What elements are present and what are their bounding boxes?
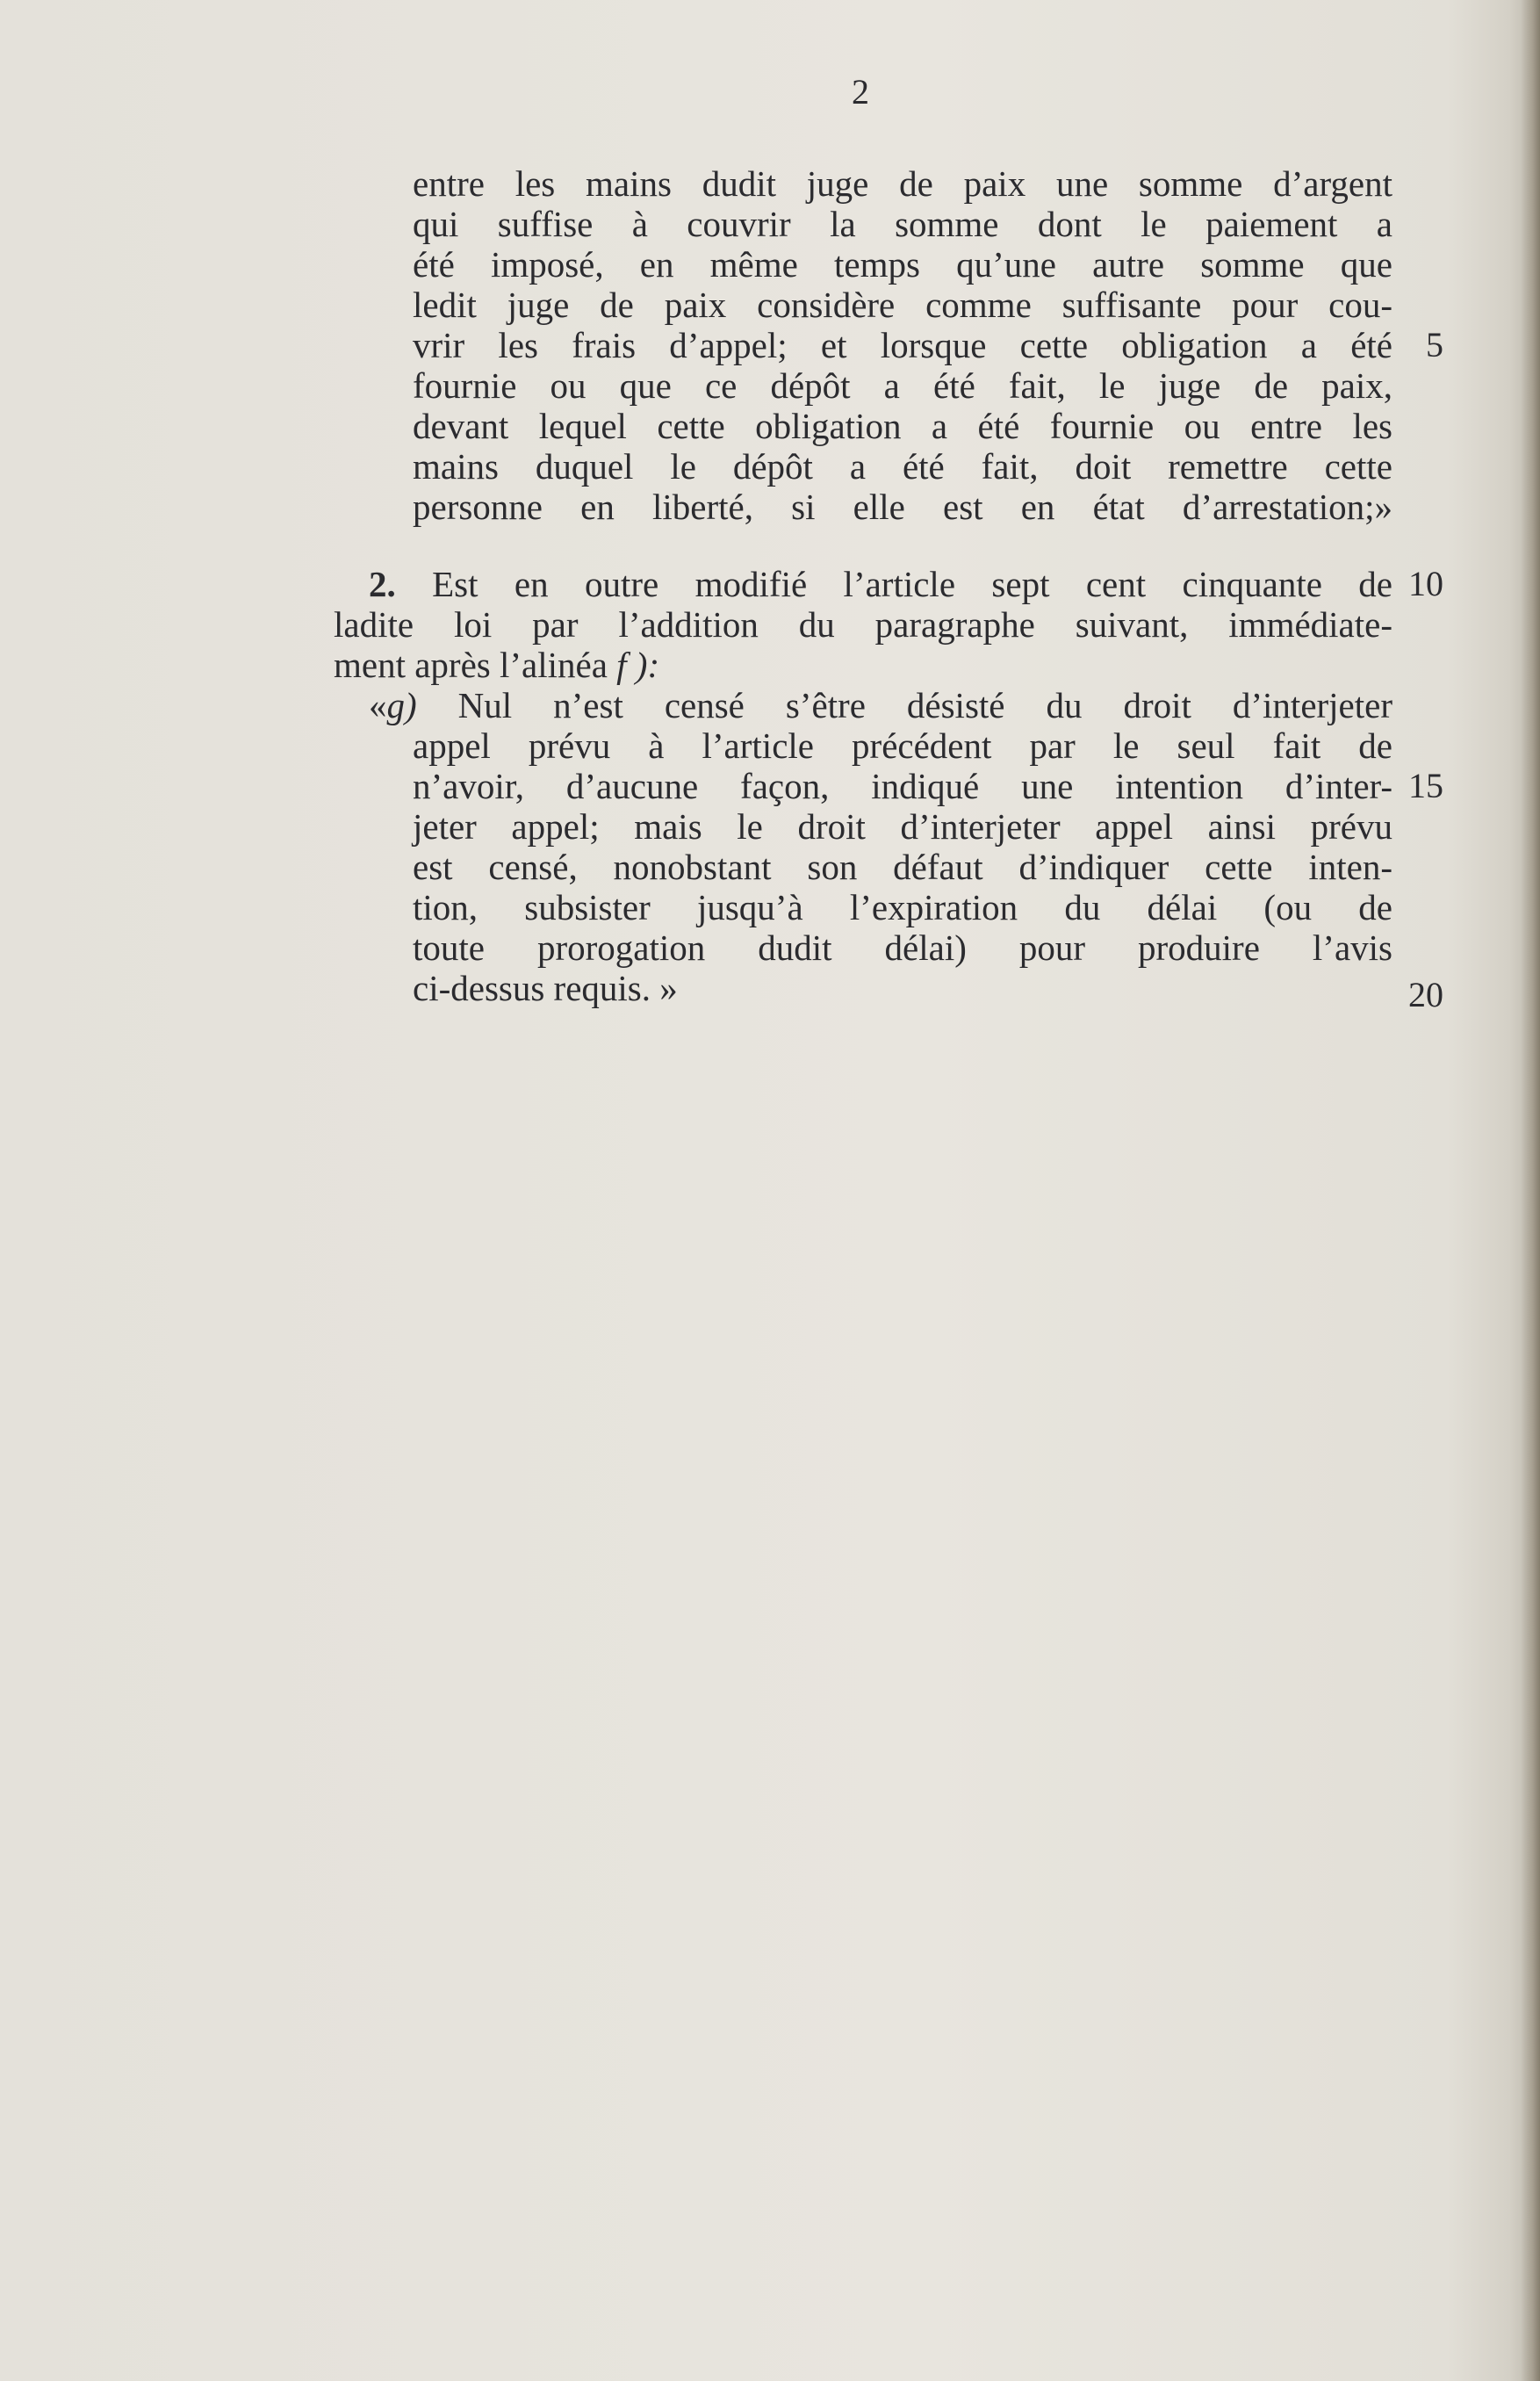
text-span: Est en outre modifié l’article sept cent cinquante de — [395, 564, 1392, 604]
text-line: ledit juge de paix considère comme suffisante pour cou- — [413, 285, 1392, 325]
text-line: ladite loi par l’addition du paragraphe suivant, immédiate- — [334, 604, 1392, 645]
text-line: jeter appel; mais le droit d’interjeter appel ainsi prévu — [413, 806, 1392, 847]
margin-line-number: 20 — [1408, 975, 1443, 1014]
text-line-with-italic — [334, 645, 1392, 685]
text-line: toute prorogation dudit délai) pour produire l’avis — [413, 927, 1392, 968]
text-line: qui suffise à couvrir la somme dont le paiement a — [413, 204, 1392, 244]
text-line: été imposé, en même temps qu’une autre somme que — [413, 244, 1392, 285]
text-line: est censé, nonobstant son défaut d’indiquer cette inten- — [413, 847, 1392, 887]
margin-line-number: 5 — [1426, 325, 1443, 364]
section-number: 2. — [369, 564, 396, 604]
text-line: vrir les frais d’appel; et lorsque cette obligation a été — [413, 325, 1392, 365]
margin-line-number: 10 — [1408, 564, 1443, 603]
text-line: fournie ou que ce dépôt a été fait, le juge de paix, — [413, 365, 1392, 406]
text-span: Nul n’est censé s’être désisté du droit d’interjeter — [416, 685, 1392, 725]
margin-line-number: 15 — [1408, 766, 1443, 805]
section-2-first-line — [369, 564, 1392, 604]
open-quote: « — [369, 685, 387, 725]
subparagraph-first-line — [369, 685, 1392, 725]
text-line: appel prévu à l’article précédent par le seul fait de — [413, 725, 1392, 766]
text-line: personne en liberté, si elle est en état d’arrestation;» — [413, 487, 1392, 527]
text-span: ment après l’alinéa — [334, 645, 617, 685]
page-number: 2 — [852, 72, 869, 112]
text-line: ci-dessus requis. » — [413, 968, 678, 1008]
alinea-reference: f ): — [616, 645, 660, 685]
subparagraph-letter: g) — [386, 685, 417, 725]
text-line: tion, subsister jusqu’à l’expiration du délai (ou de — [413, 887, 1392, 927]
text-line: mains duquel le dépôt a été fait, doit remettre cette — [413, 446, 1392, 487]
text-line: devant lequel cette obligation a été fournie ou entre les — [413, 406, 1392, 446]
text-line: n’avoir, d’aucune façon, indiqué une intention d’inter- — [413, 766, 1392, 806]
text-line: entre les mains dudit juge de paix une somme d’argent — [413, 163, 1392, 204]
page-edge-shadow — [1521, 0, 1540, 2381]
